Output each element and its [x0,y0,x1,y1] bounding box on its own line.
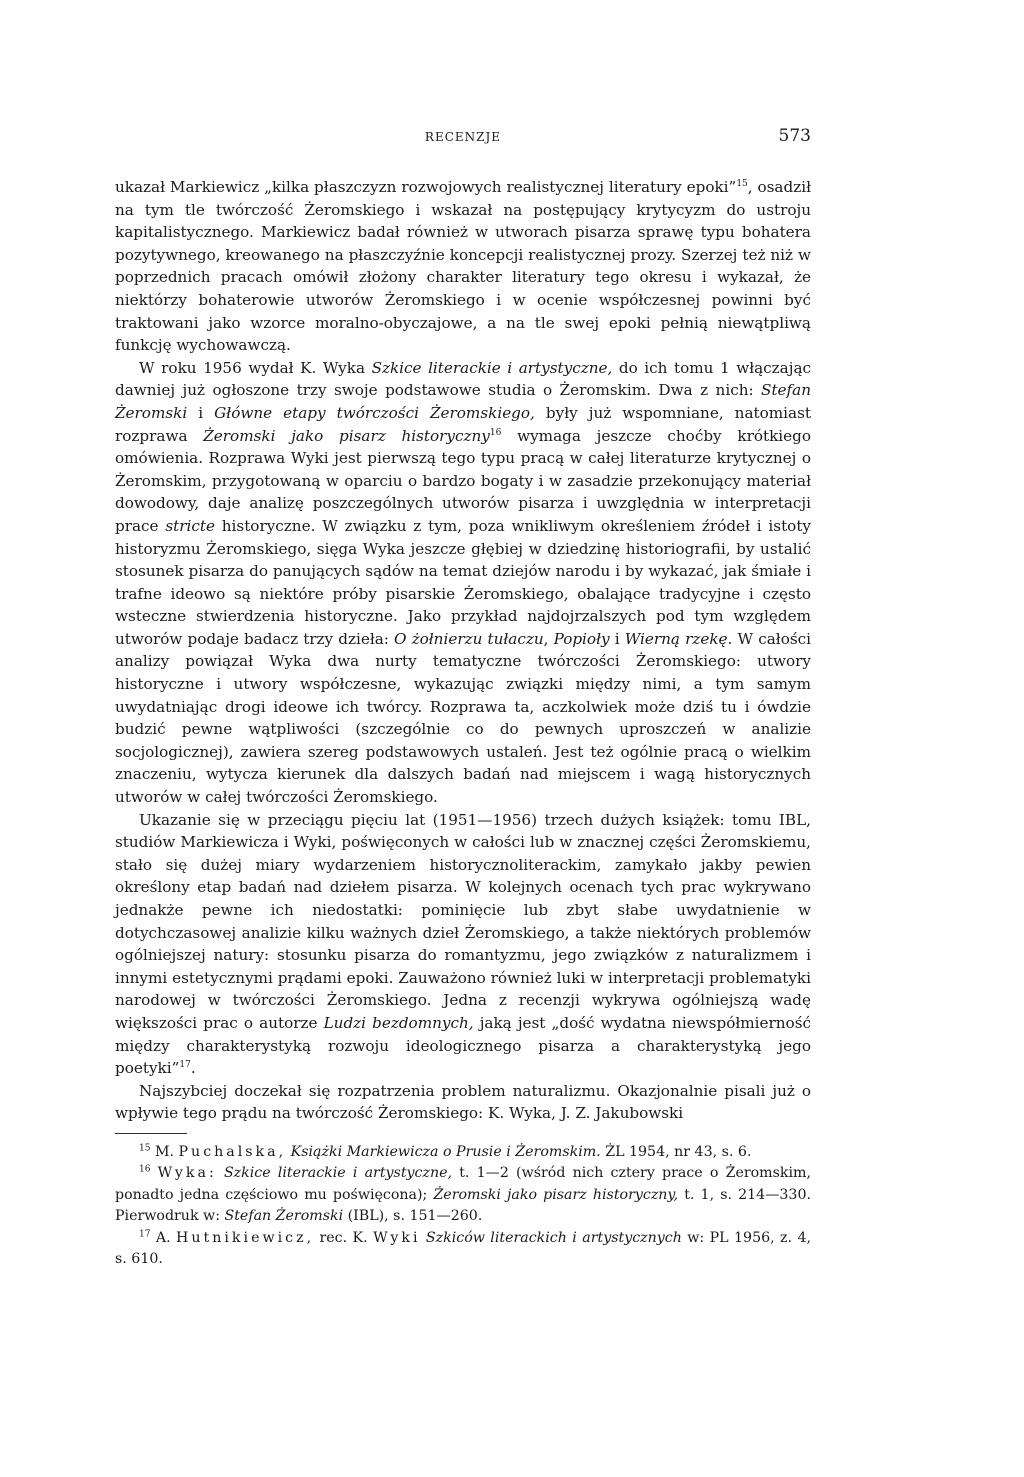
text-run: A. [150,1229,177,1246]
text-run: i [187,403,215,422]
author-name: Wyka: [157,1165,217,1182]
text-run: W całości analizy powiązał Wyka dwa nurty tematyczne twórczości Żeromskiego: utwory historyczne i utwory współczesne, wykazując związki między nimi, a tym samym uwydatniając drogi ideowe ich twórcy. Rozprawa ta, aczkolwiek może dziś tu i ówdzie budzić pewne wątpliwości (szczególnie co do pewnych uproszczeń w analizie socjologicznej), zawiera szereg podstawowych ustaleń. Jest też ogólnie pracą o wielkim znaczeniu, wytycza kierunek dla dalszych badań nad miejscem i wagą historycznych utworów w całej twórczości Żeromskiego. [115,629,812,807]
book-title: Szkiców literackich i artystycznych [425,1229,682,1246]
text-run: były już wspomniane, natomiast rozprawa [115,403,811,445]
book-title: Książki Markiewicza o Prusie i Żeromskim. [290,1143,601,1160]
book-title: Popioły [553,629,610,648]
latin-term: stricte [165,516,215,535]
footnote-ref-17: 17 [179,1060,191,1071]
author-name: Puchalska, [178,1143,287,1160]
running-head: RECENZJE [424,130,502,144]
book-title: O żołnierzu tułaczu [394,629,544,648]
footnote-separator [115,1133,187,1134]
text-run [217,1165,224,1181]
paragraph-4 [115,1080,811,1125]
book-title: Stefan Żeromski [224,1208,344,1225]
paragraph-3 [115,809,811,1080]
text-run: t. 1, s. 214—330. Pierwodruk w: [115,1186,811,1225]
page-number: 573 [778,126,811,146]
book-title: Wierną rzekę. [624,629,733,648]
footnote-number: 17 [139,1229,151,1240]
author-name: Hutnikiewicz, [176,1229,315,1246]
text-run: W roku 1956 wydał K. Wyka [139,358,372,377]
paragraph-2 [115,357,811,809]
paragraph-1 [115,176,811,357]
text-run: ŻL 1954, nr 43, s. 6. [600,1143,752,1160]
text-run: jaką jest „dość wydatna niewspółmierność między charakterystyką rozwoju ideologicznego pisarza a charakterystyką jego poetyki” [115,1013,811,1078]
text-run: rec. K. [314,1229,374,1246]
book-title: Stefan Żeromski [115,381,811,422]
book-title: Żeromski jako pisarz historyczny [203,426,490,445]
text-run: w: PL 1956, z. 4, s. 610. [115,1229,811,1268]
book-title: Szkice literackie i artystyczne, [371,358,613,377]
book-title: Ludzi bezdomnych, [323,1013,474,1032]
book-title: Szkice literackie i artystyczne, [223,1165,453,1182]
book-title: Główne etapy twórczości Żeromskiego, [214,403,535,422]
text-run [150,1165,157,1181]
text-run: i [609,629,625,648]
text-run: (IBL), s. 151—260. [343,1208,483,1225]
article-body [115,176,811,1271]
book-title: Żeromski jako pisarz historyczny, [433,1186,679,1203]
text-run: ukazał Markiewicz „kilka płaszczyzn rozwojowych realistycznej literatury epoki” [115,178,737,196]
footnote-ref-16: 16 [489,427,502,438]
text-run: Ukazanie się w przeciągu pięciu lat (1951—1956) trzech dużych książek: tomu IBL, studiów Markiewicza i Wyki, poświęconych w całości lub w znacznej części Żeromskiemu, stało się dużej miary wydarzeniem historycznoliterackim, zamykało jakby pewien określony etap badań nad dziełem pisarza. W kolejnych ocenach tych prac wykrywano jednakże pewne ich niedostatki: pominięcie lub zbyt słabe uwydatnienie w dotychczasowej analizie kilku ważnych dzieł Żeromskiego, a także niektórych problemów ogólniejszej natury: stosunku pisarza do romantyzmu, jego związków z naturalizmem i innymi estetycznymi prądami epoki. Zauważono również luki w interpretacji problematyki narodowej w twórczości Żeromskiego. Jedna z recenzji wykrywa ogólniejszą wadę większości prac o autorze [115,810,811,1032]
text-run: historyczne. W związku z tym, poza wnikliwym określeniem źródeł i istoty historyzmu Żeromskiego, sięga Wyka jeszcze głębiej w dziedzinę historiografii, by ustalić stosunek pisarza do panujących sądów na temat dziejów narodu i by wykazać, jak śmiałe i trafne ideowo są niektóre próby pisarskie Żeromskiego, obalające tradycyjne i często wsteczne stwierdzenia historyczne. Jako przykład najdojrzalszych pod tym względem utworów podaje badacz trzy dzieła: [115,516,812,648]
footnote-ref-15: 15 [736,178,748,189]
text-run: wymaga jeszcze choćby krótkiego omówienia. Rozprawa Wyki jest pierwszą tego typu pracą w całej literaturze krytycznej o Żeromskim, przygotowaną w oparciu o bardzo bogaty i w zasadzie przekonujący materiał dowodowy, daje analizę poszczególnych utworów pisarza i uwzględnia w interpretacji prace [115,426,811,535]
footnote-16 [115,1163,811,1228]
text-run: t. 1—2 (wśród nich cztery prace o Żeromskim, ponadto jedna częściowo mu poświęcona); [115,1165,811,1203]
text-run: do ich tomu 1 włączając dawniej już ogłoszone trzy swoje podstawowe studia o Żeromskim. Dwa z nich: [115,358,812,400]
text-run: Najszybciej doczekał się rozpatrzenia problem naturalizmu. Okazjonalnie pisali już o wpływie tego prądu na twórczość Żeromskiego: K. Wyka, J. Z. Jakubowski [115,1081,811,1123]
author-name: Wyki [373,1229,421,1246]
text-run: . [190,1059,196,1078]
page-header [115,126,811,156]
footnote-15 [115,1142,811,1164]
footnote-17 [115,1228,811,1271]
text-run: , osadził na tym tle twórczość Żeromskiego i wskazał na postępujący krytycyzm do ustroju kapitalistycznego. Markiewicz badał również w utworach pisarza sprawę typu bohatera pozytywnego, kreowanego na płaszczyźnie koncepcji realistycznej prozy. Szerzej też niż w poprzednich pracach omówił złożony charakter literatury tego okresu i wykazał, że niektórzy bohaterowie utworów Żeromskiego i w ocenie współczesnej powinni być traktowani jako wzorce moralno-obyczajowe, a na tle swej epoki pełnią niewątpliwą funkcję wychowawczą. [115,178,811,355]
text-run: M. [150,1143,179,1160]
footnotes [115,1142,811,1271]
footnote-number: 16 [139,1164,151,1175]
footnote-number: 15 [139,1143,151,1154]
text-run: , [543,629,554,648]
